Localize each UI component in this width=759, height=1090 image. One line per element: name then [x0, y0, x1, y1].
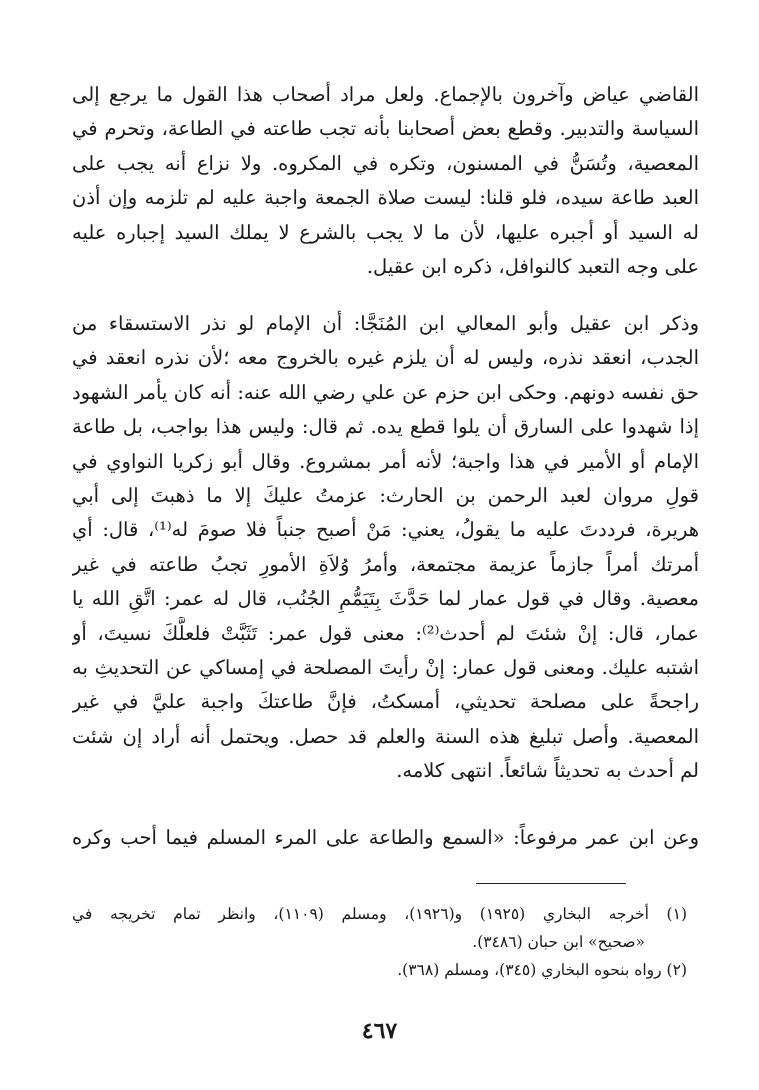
text-line: وعن ابن عمر مرفوعاً: «السمع والطاعة على المرء المسلم فيما أحب وكره	[72, 826, 699, 849]
text-line: حق نفسه دونهم. وحكى ابن حزم عن علي رضي الله عنه: أنه كان يأمر الشهود	[72, 380, 699, 404]
text-line: عمار، قال: إنْ شئتَ لم أحدث⁽²⁾: معنى قول عمر: تَثَبَّتْ فلعلَّكَ نسيتَ، أو	[72, 621, 699, 645]
text-line: القاضي عياض وآخرون بالإجماع. ولعل مراد أصحاب هذا القول ما يرجع إلى	[72, 83, 699, 106]
text-line: العبد طاعة سيده، فلو قلنا: ليست صلاة الجمعة واجبة عليه لم تلزمه وإن أذن	[72, 186, 699, 210]
text-line: إذا شهدوا على السارق أن يلوا قطع يده. ثم قال: وليس هذا بواجب، بل طاعة	[72, 415, 699, 439]
footnote-1-line: «صحيح» ابن حبان (٣٤٨٦).	[472, 933, 645, 951]
text-line: المعصية، وتُسَنُّ في المسنون، وتكره في المكروه. ولا نزاع أنه يجب على	[72, 151, 699, 175]
paragraph-2	[72, 307, 699, 788]
paragraph-1	[72, 78, 699, 284]
paragraph-3	[72, 821, 699, 855]
footnotes	[72, 900, 687, 984]
text-line: المعصية. وأصل تبليغ هذه السنة والعلم قد حصل. ويحتمل أنه أراد إن شئت	[72, 724, 699, 748]
text-line: معصية. وقال في قول عمار لما حَدَّثَ بِتَيَمُّمِ الجُنُب، قال له عمر: اتَّقِ الله يا	[72, 587, 699, 611]
text-line: السياسة والتدبير. وقطع بعض أصحابنا بأنه تجب طاعته في الطاعة، وتحرم في	[72, 117, 699, 141]
text-line: هريرة، فرددتَ عليه ما يقولُ، يعني: مَنْ أصبح جنباً فلا صومَ له⁽¹⁾، قال: أي	[72, 518, 699, 542]
footnote-separator	[476, 883, 626, 884]
footnote-2-line: (٢) رواه بنحوه البخاري (٣٤٥)، ومسلم (٣٦٨).	[397, 961, 687, 979]
text-line: على وجه التعبد كالنوافل، ذكره ابن عقيل.	[366, 254, 699, 278]
text-line: الإمام أو الأمير في هذا واجبة؛ لأنه أمر بمشروع. وقال أبو زكريا النواوي في	[72, 449, 699, 473]
text-line: له السيد أو أجبره عليها، لأن ما لا يجب بالشرع لا يملك السيد إجباره عليه	[72, 220, 699, 244]
text-line: راجحةً على مصلحة تحديثي، أمسكتُ، فإنَّ طاعتكَ واجبة عليَّ في غير	[72, 690, 699, 714]
text-line: لم أحدث به تحديثاً شائعاً. انتهى كلامه.	[396, 759, 699, 783]
text-line: أمرتك أمراً جازماً عزيمة مجتمعة، وأمرُ وُلاَةِ الأمورِ تجبُ طاعته في غير	[72, 552, 699, 576]
text-line: الجدب، انعقد نذره، وليس له أن يلزم غيره بالخروج معه ؛لأن نذره انعقد في	[72, 346, 699, 370]
text-line: قولِ مروان لعبد الرحمن بن الحارث: عزمتُ عليكَ إلا ما ذهبتَ إلى أبي	[72, 483, 699, 507]
text-line: اشتبه عليك. ومعنى قول عمار: إنْ رأيتَ المصلحة في إمساكي عن التحديثِ به	[72, 655, 699, 679]
footnote-1-line: (١) أخرجه البخاري (١٩٢٥) و(١٩٢٦)، ومسلم (١١٠٩)، وانظر تمام تخريجه في	[72, 905, 687, 923]
page-number: ٤٦٧	[361, 1018, 398, 1044]
text-line: وذكر ابن عقيل وأبو المعالي ابن المُنَجَّا: أن الإمام لو نذر الاستسقاء من	[72, 312, 699, 335]
